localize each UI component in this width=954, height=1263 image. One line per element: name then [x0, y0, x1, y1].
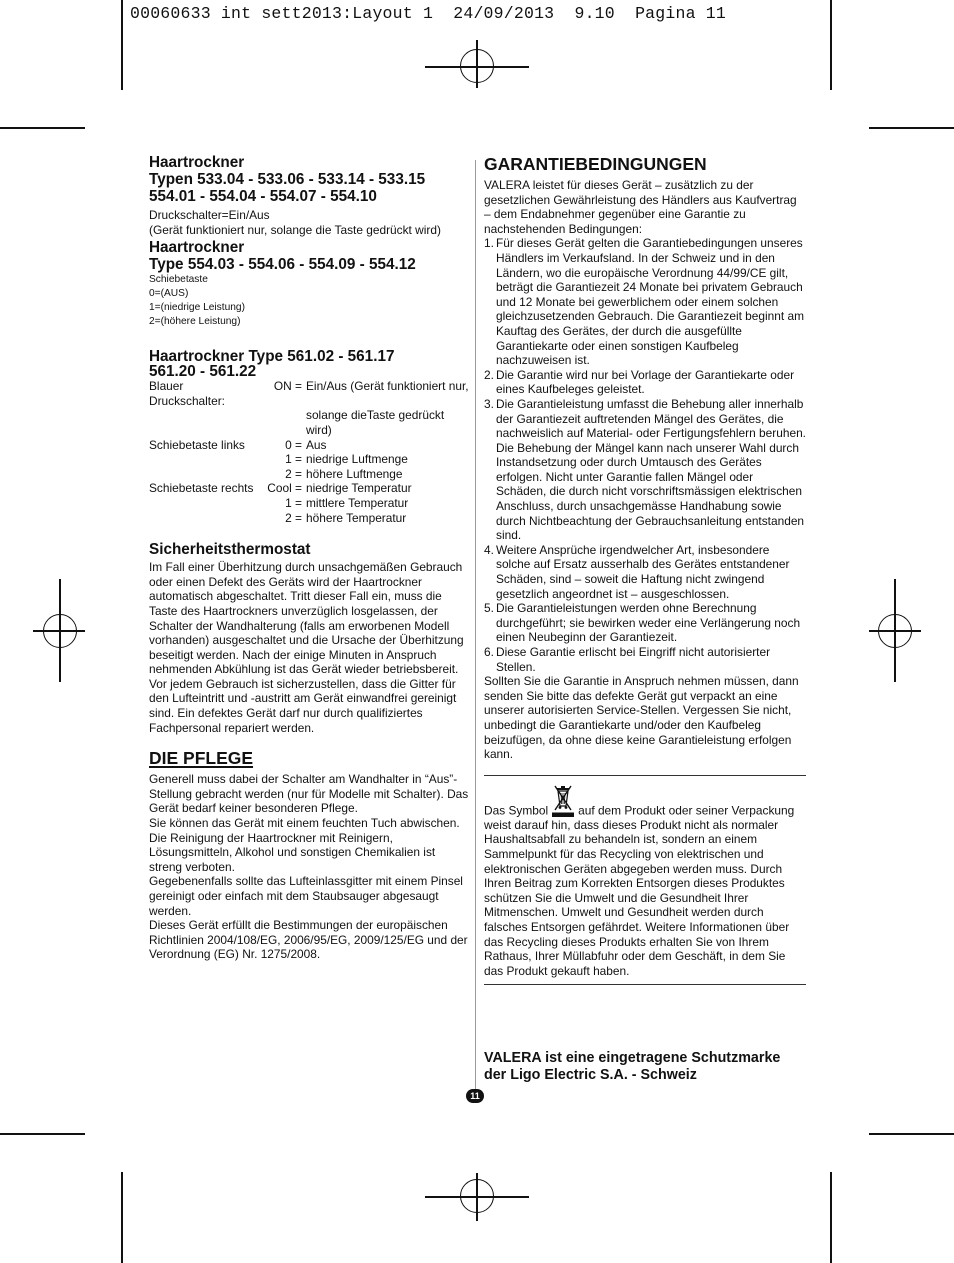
- warranty-item-number: 1.: [484, 236, 494, 251]
- switch-position: Cool =: [267, 481, 302, 496]
- warranty-item: [484, 397, 806, 543]
- switch-function: Aus: [306, 437, 327, 452]
- switch-row: [149, 496, 471, 511]
- switch-function: höhere Luftmenge: [306, 466, 403, 481]
- thermostat-heading: Sicherheitsthermostat: [149, 541, 311, 559]
- switch-name: [149, 467, 262, 482]
- switch-row: [149, 438, 471, 453]
- warranty-item-number: 2.: [484, 367, 494, 382]
- switch-name: [149, 408, 262, 437]
- switch-name: Schiebetaste rechts: [149, 481, 254, 496]
- warranty-item-text: Die Garantie wird nur bei Vorlage der Garantiekarte oder eines Kaufbeleges geleistet.: [496, 367, 795, 397]
- type-a-models: Typen 533.04 - 533.06 - 533.14 - 533.15: [149, 171, 426, 188]
- switch-position: 0 =: [285, 437, 302, 452]
- warranty-heading: GARANTIEBEDINGUNGEN: [484, 154, 707, 174]
- warranty-item-number: 5.: [484, 601, 494, 616]
- section-type-c: [149, 349, 471, 525]
- switch-table: [149, 379, 471, 525]
- crop-mark: [121, 1172, 123, 1263]
- crop-mark: [869, 127, 954, 129]
- warranty-item: [484, 368, 806, 397]
- switch-position: [262, 408, 306, 437]
- type-a-title: Haartrockner: [149, 154, 245, 171]
- switch-position: 1 =: [285, 495, 302, 510]
- switch-name: [149, 452, 262, 467]
- crossed-bin-icon: [552, 784, 574, 818]
- crop-mark: [0, 127, 85, 129]
- warranty-item-number: 6.: [484, 645, 494, 659]
- pflege-paragraph: Sie können das Gerät mit einem feuchten Tuch abwischen. Die Reinigung der Haartrockner mit Reinigern, Lösungsmitteln, Alkohol und sonstigen Chemikalien ist streng verboten.: [149, 816, 460, 874]
- switch-function: höhere Temperatur: [306, 510, 407, 525]
- switch-name: Schiebetaste links: [149, 437, 245, 452]
- pflege-paragraph: Dieses Gerät erfüllt die Bestimmungen der europäischen Richtlinien 2004/108/EG, 2006/95/EG, 2009/125/EG und der Verordnung (EG) Nr. 1275/2008.: [149, 918, 468, 962]
- weee-text-before: Das Symbol: [484, 803, 549, 818]
- type-b-title: Haartrockner: [149, 239, 245, 257]
- crop-mark: [830, 1172, 832, 1263]
- switch-name: Blauer Druckschalter:: [149, 379, 225, 408]
- switch-position: 1 =: [285, 452, 302, 467]
- type-b-line: 0=(AUS): [149, 288, 189, 300]
- weee-text-after: auf dem Produkt oder seiner Verpackung weist darauf hin, dass dieses Produkt nicht als normaler Haushaltsabfall zu behandeln ist, sondern an einem Sammelpunkt für das Recycling von elektrischen und elektronischen Geräten abgegeben werden muss. Durch Ihren Beitrag zum Korrekten Entsorgen dieses Produktes schützen Sie die Umwelt und die Gesundheit Ihrer Mitmenschen. Umwelt und Gesundheit werden durch falsches Entsorgen gefährdet. Weitere Informationen über das Recycling dieses Produkts erhalten Sie von Ihrem Rathaus, Ihrer Müllabfuhr oder dem Geschäft, in dem Sie das Produkt gekauft haben.: [484, 803, 795, 978]
- warranty-closing: Sollten Sie die Garantie in Anspruch nehmen müssen, dann senden Sie bitte das defekte Gerät gut verpackt an eine unserer autorisierten Service-Stellen. Vergessen Sie nicht, unbedingt die Garantiekarte und/oder den Kaufbeleg beizufügen, da ohne diese keine Garantieleistung erfolgen kann.: [484, 674, 799, 762]
- warranty-item-number: 3.: [484, 396, 494, 411]
- section-thermostat: [149, 541, 471, 735]
- switch-function: solange dieTaste gedrückt wird): [306, 408, 445, 437]
- type-c-models: 561.20 - 561.22: [149, 363, 257, 381]
- switch-function: Ein/Aus (Gerät funktioniert nur,: [306, 379, 469, 394]
- switch-function: niedrige Luftmenge: [306, 452, 408, 467]
- type-c-title: Haartrockner Type 561.02 - 561.17: [149, 348, 395, 366]
- warranty-item: [484, 645, 806, 674]
- warranty-item-text: Diese Garantie erlischt bei Eingriff nicht autorisierter Stellen.: [496, 645, 771, 674]
- type-a-line: (Gerät funktioniert nur, solange die Taste gedrückt wird): [149, 222, 441, 237]
- switch-function: mittlere Temperatur: [306, 495, 409, 510]
- type-b-line: 2=(höhere Leistung): [149, 316, 241, 328]
- page-number: 11: [466, 1089, 484, 1103]
- warranty-item-text: Weitere Ansprüche irgendwelcher Art, insbesondere solche auf Ersatz ausserhalb des Gerätes entstandener Schäden, sind – soweit die Haftung nicht zwingend gesetzlich angeordnet ist – ausgeschlossen.: [496, 542, 790, 601]
- warranty-item-number: 4.: [484, 542, 494, 557]
- warranty-list: [484, 236, 806, 674]
- switch-row: [149, 511, 471, 526]
- crop-mark: [121, 0, 123, 90]
- crop-mark: [830, 0, 832, 90]
- switch-position: ON =: [273, 379, 302, 394]
- switch-name: [149, 511, 262, 526]
- switch-function: niedrige Temperatur: [306, 481, 412, 496]
- print-slug: 00060633 int sett2013:Layout 1 24/09/2013 9.10 Pagina 11: [130, 4, 726, 23]
- section-type-a: [149, 154, 471, 237]
- section-type-b: [149, 239, 471, 329]
- type-a-models: 554.01 - 554.04 - 554.07 - 554.10: [149, 188, 377, 205]
- type-b-models: Type 554.03 - 554.06 - 554.09 - 554.12: [149, 256, 416, 274]
- warranty-item: [484, 543, 806, 601]
- switch-position: 2 =: [285, 510, 302, 525]
- switch-position: 2 =: [285, 466, 302, 481]
- weee-notice: [484, 784, 806, 979]
- warranty-item-text: Die Garantieleistung umfasst die Behebung aller innerhalb der Garantiezeit auftretenden Mängel des Gerätes, die nachweislich auf Material- oder Fertigungsfehlern beruhen. Die Behebung der Mängel kann nach unserer Wahl durch Instandsetzung oder durch Umtausch des Gerätes erfolgen. Nicht unter Garantie fallen Mängel oder Schäden, die durch nicht vorschriftsmässigen elektrischen Anschluss, durch unsachgemässe Handhabung sowie durch Nichtbeachtung der Gebrauchsanleitung entstanden sind.: [496, 396, 806, 543]
- section-pflege: [149, 748, 471, 962]
- crop-mark: [0, 1133, 85, 1135]
- pflege-paragraph: Gegebenenfalls sollte das Lufteinlassgitter mit einem Pinsel gereinigt oder einfach mit dem Staubsauger abgesaugt werden.: [149, 874, 463, 918]
- type-b-line: 1=(niedrige Leistung): [149, 302, 245, 314]
- warranty-item: [484, 236, 806, 367]
- switch-name: [149, 496, 262, 511]
- warranty-intro: VALERA leistet für dieses Gerät – zusätzlich zu der gesetzlichen Gewährleistung des Händlers aus Kaufvertrag – dem Endabnehmer gegenüber eine Garantie zu nachstehenden Bedingungen:: [484, 178, 797, 236]
- trademark-notice: VALERA ist eine eingetragene Schutzmarke der Ligo Electric S.A. - Schweiz: [484, 1050, 781, 1083]
- switch-row: [149, 467, 471, 482]
- type-b-line: Schiebetaste: [149, 274, 208, 286]
- switch-row: [149, 481, 471, 496]
- divider-line: [484, 984, 806, 985]
- warranty-item-text: Die Garantieleistungen werden ohne Berechnung durchgeführt; sie bewirken weder eine Verlängerung noch einen Neubeginn der Garantiezeit.: [496, 601, 801, 645]
- crop-mark: [869, 1133, 954, 1135]
- switch-row: [149, 379, 471, 408]
- right-column: [484, 154, 806, 985]
- column-divider: [475, 160, 476, 1090]
- type-a-line: Druckschalter=Ein/Aus: [149, 208, 270, 222]
- switch-row: [149, 408, 471, 437]
- divider-line: [484, 775, 806, 776]
- switch-row: [149, 452, 471, 467]
- pflege-paragraph: Generell muss dabei der Schalter am Wandhalter in “Aus”-Stellung gebracht werden (nur für Modelle mit Schalter). Das Gerät bedarf keiner besonderen Pflege.: [149, 772, 469, 816]
- pflege-heading: DIE PFLEGE: [149, 748, 254, 769]
- thermostat-text: Im Fall einer Überhitzung durch unsachgemäßen Gebrauch oder einen Defekt des Geräts wird der Haartrockner automatisch abgeschaltet. Tritt dieser Fall ein, muss die Taste des Haartrockners unverzüglich losgelassen, der Schalter der Wandhalterung (falls am erworbenen Modell vorhanden) ausgeschaltet und die Ursache der Überhitzung beseitigt werden. Nach der einige Minuten in Anspruch nehmenden Abkühlung ist das Gerät wieder betriebsbereit. Vor jedem Gebrauch ist sicherzustellen, dass die Gitter für den Lufteintritt und -austritt am Gerät einwandfrei gereinigt sind. Ein defektes Gerät darf nur durch qualifiziertes Fachpersonal repariert werden.: [149, 560, 464, 735]
- warranty-item: [484, 601, 806, 645]
- left-column: [149, 154, 471, 962]
- warranty-item-text: Für dieses Gerät gelten die Garantiebedingungen unseres Händlers im Verkaufsland. In der Schweiz und in den Ländern, wo die europäische Verordnung 44/99/CE gilt, beträgt die Garantiezeit 24 Monate bei privatem Gebrauch und 12 Monate bei gewerblichem oder einem solchen gleichzusetzenden Gebrauch. Die Garantiezeit beginnt am Kauftag des Gerätes, der durch die ausgefüllte Garantiekarte oder einen sonstigen Kaufbeleg nachzuweisen ist.: [496, 236, 805, 368]
